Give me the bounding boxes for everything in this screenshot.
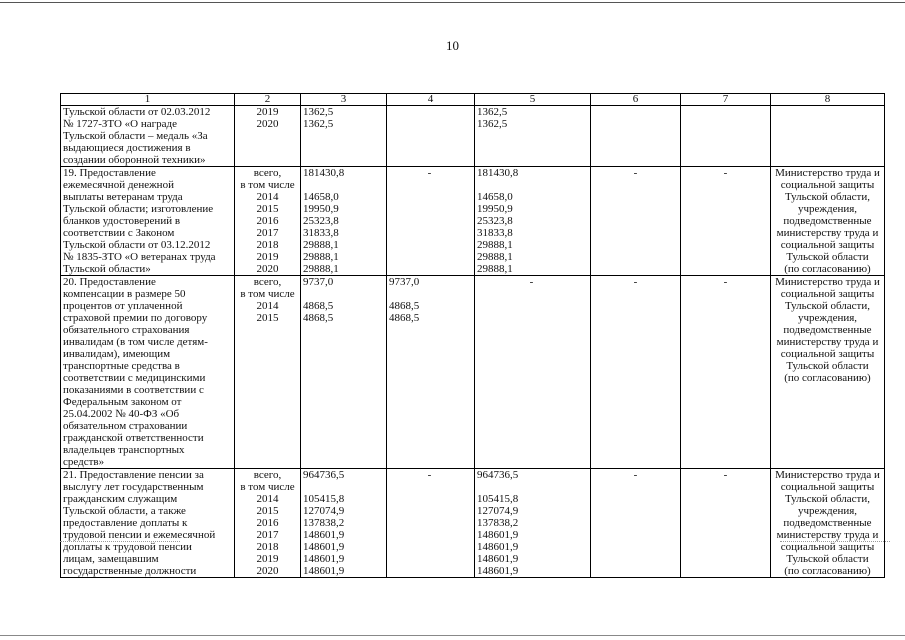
- cell-line: всего,: [253, 469, 282, 481]
- cell-line: 29888,1: [477, 263, 513, 275]
- cell-line: инвалидам), имеющим: [63, 348, 171, 360]
- cell-line: выдающиеся достижения в: [63, 142, 191, 154]
- cell-col-8: [771, 276, 885, 469]
- cell-col-5: [475, 167, 591, 276]
- cell-line: создании оборонной техники»: [63, 154, 206, 166]
- cell-line: 4868,5: [389, 300, 420, 312]
- cell-line: 19950,9: [303, 203, 339, 215]
- cell-line: 2017: [256, 529, 279, 541]
- cell-line: [477, 179, 588, 191]
- cell-line: 127074,9: [303, 505, 345, 517]
- cell-line: всего,: [253, 276, 282, 288]
- cell-line: 19950,9: [477, 203, 513, 215]
- cell-line: 9737,0: [389, 276, 420, 288]
- cell-line: обязательном страховании: [63, 420, 188, 432]
- cell-line: 148601,9: [303, 541, 345, 553]
- cell-col-7: [681, 276, 771, 469]
- cell-col-8: [771, 106, 885, 167]
- cell-line: социальной защиты: [780, 541, 875, 553]
- bottom-border-line: [0, 635, 905, 636]
- cell-line: 2014: [256, 191, 279, 203]
- cell-line: (по согласованию): [784, 372, 871, 384]
- cell-col-4: [387, 106, 475, 167]
- cell-col-6: [591, 106, 681, 167]
- cell-col-7: [681, 106, 771, 167]
- cell-line: 25.04.2002 № 40-ФЗ «Об: [63, 408, 180, 420]
- cell-line: 148601,9: [477, 553, 519, 565]
- cell-line: учреждения,: [797, 312, 858, 324]
- cell-line: 9737,0: [303, 276, 334, 288]
- cell-line: трудовой пенсии и ежемесячной: [63, 529, 216, 541]
- cell-line: 1362,5: [303, 118, 334, 130]
- cell-col-8: [771, 167, 885, 276]
- cell-line: 181430,8: [477, 167, 519, 179]
- cell-line: -: [427, 167, 432, 179]
- cell-line: Тульской области; изготовление: [63, 203, 214, 215]
- cell-line: Тульской области: [786, 553, 869, 565]
- cell-line: 4868,5: [303, 312, 334, 324]
- cell-line: 2014: [256, 300, 279, 312]
- cell-line: Министерство труда и: [775, 276, 880, 288]
- cell-line: 19. Предоставление: [63, 167, 156, 179]
- cell-line: 2018: [256, 541, 279, 553]
- cell-line: министерству труда и: [776, 227, 879, 239]
- cell-line: [303, 179, 384, 191]
- header-col-2: 2: [235, 94, 301, 106]
- cell-line: Министерство труда и: [775, 469, 880, 481]
- cell-line: министерству труда и: [776, 336, 879, 348]
- cell-line: государственные должности: [63, 565, 197, 577]
- cell-line: -: [633, 276, 638, 288]
- cell-col-6: [591, 276, 681, 469]
- cell-line: транспортные средства в: [63, 360, 180, 372]
- page-number: 10: [446, 38, 459, 53]
- cell-line: всего,: [253, 167, 282, 179]
- cell-col-5: [475, 106, 591, 167]
- cell-line: Тульской области – медаль «За: [63, 130, 208, 142]
- cell-line: 2016: [256, 215, 279, 227]
- cell-col-2: [235, 469, 301, 578]
- cell-line: 2019: [256, 553, 279, 565]
- cell-line: 2019: [256, 251, 279, 263]
- cell-line: министерству труда и: [776, 529, 879, 541]
- cell-line: 148601,9: [477, 529, 519, 541]
- cell-line: процентов от уплаченной: [63, 300, 183, 312]
- cell-line: гражданским служащим: [63, 493, 178, 505]
- cell-col-5: [475, 469, 591, 578]
- table-row: [61, 167, 885, 276]
- cell-line: 2015: [256, 203, 279, 215]
- cell-line: 2019: [256, 106, 279, 118]
- cell-line: в том числе: [240, 481, 295, 493]
- header-row: [61, 94, 885, 106]
- top-border-line: [0, 2, 905, 3]
- scan-artifact-line: [780, 541, 890, 542]
- cell-line: Тульской области: [786, 360, 869, 372]
- cell-line: 14658,0: [303, 191, 339, 203]
- cell-line: предоставление доплаты к: [63, 517, 188, 529]
- cell-line: 29888,1: [303, 239, 339, 251]
- header-col-3: 3: [301, 94, 387, 106]
- cell-line: лицам, замещавшим: [63, 553, 159, 565]
- cell-line: 137838,2: [303, 517, 345, 529]
- cell-line: -: [633, 469, 638, 481]
- cell-col-2: [235, 276, 301, 469]
- cell-line: средств»: [63, 456, 105, 468]
- cell-line: компенсации в размере 50: [63, 288, 186, 300]
- cell-line: № 1835-ЗТО «О ветеранах труда: [63, 251, 216, 263]
- cell-line: соответствии с Законом: [63, 227, 175, 239]
- cell-line: (по согласованию): [784, 263, 871, 275]
- cell-line: социальной защиты: [780, 179, 875, 191]
- cell-col-3: [301, 167, 387, 276]
- table-row: [61, 106, 885, 167]
- cell-line: выслугу лет государственным: [63, 481, 204, 493]
- cell-line: 2017: [256, 227, 279, 239]
- cell-line: Тульской области, а также: [63, 505, 186, 517]
- cell-line: в том числе: [240, 288, 295, 300]
- cell-line: социальной защиты: [780, 481, 875, 493]
- cell-line: -: [427, 469, 432, 481]
- cell-line: Тульской области,: [784, 191, 871, 203]
- cell-line: 2018: [256, 239, 279, 251]
- cell-line: [477, 481, 588, 493]
- cell-line: 137838,2: [477, 517, 519, 529]
- header-col-4: 4: [387, 94, 475, 106]
- cell-line: 148601,9: [477, 565, 519, 577]
- cell-line: 1362,5: [477, 118, 508, 130]
- cell-col-1: [61, 106, 235, 167]
- cell-line: -: [723, 469, 728, 481]
- cell-line: 148601,9: [303, 553, 345, 565]
- cell-line: подведомственные: [783, 324, 872, 336]
- cell-line: социальной защиты: [780, 348, 875, 360]
- cell-line: 29888,1: [477, 239, 513, 251]
- cell-line: бланков удостоверений в: [63, 215, 181, 227]
- cell-line: [389, 288, 472, 300]
- cell-line: Тульской области,: [784, 493, 871, 505]
- cell-line: Тульской области от 03.12.2012: [63, 239, 211, 251]
- cell-line: 4868,5: [389, 312, 420, 324]
- header-col-7: 7: [681, 94, 771, 106]
- cell-line: 127074,9: [477, 505, 519, 517]
- cell-line: 25323,8: [303, 215, 339, 227]
- cell-line: 20. Предоставление: [63, 276, 156, 288]
- cell-line: -: [633, 167, 638, 179]
- cell-line: Тульской области от 02.03.2012: [63, 106, 211, 118]
- cell-line: 2020: [256, 118, 279, 130]
- cell-line: доплаты к трудовой пенсии: [63, 541, 192, 553]
- header-col-1: 1: [61, 94, 235, 106]
- cell-line: социальной защиты: [780, 288, 875, 300]
- cell-line: 2020: [256, 263, 279, 275]
- cell-line: 2015: [256, 312, 279, 324]
- cell-line: [683, 106, 768, 118]
- cell-line: инвалидам (в том числе детям-: [63, 336, 208, 348]
- cell-line: 2020: [256, 565, 279, 577]
- cell-line: 21. Предоставление пенсии за: [63, 469, 204, 481]
- cell-line: -: [723, 167, 728, 179]
- budget-table: [60, 93, 885, 578]
- cell-line: 29888,1: [477, 251, 513, 263]
- table-row: [61, 276, 885, 469]
- header-col-8: 8: [771, 94, 885, 106]
- cell-line: Тульской области»: [63, 263, 151, 275]
- cell-col-6: [591, 469, 681, 578]
- cell-col-3: [301, 106, 387, 167]
- cell-line: 31833,8: [477, 227, 513, 239]
- cell-line: подведомственные: [783, 215, 872, 227]
- cell-line: Тульской области: [786, 251, 869, 263]
- cell-col-6: [591, 167, 681, 276]
- cell-col-7: [681, 469, 771, 578]
- cell-line: (по согласованию): [784, 565, 871, 577]
- cell-line: в том числе: [240, 179, 295, 191]
- cell-line: учреждения,: [797, 505, 858, 517]
- cell-col-1: [61, 276, 235, 469]
- cell-col-4: [387, 276, 475, 469]
- cell-line: ежемесячной денежной: [63, 179, 174, 191]
- scan-artifact-line: [60, 541, 180, 542]
- cell-col-3: [301, 276, 387, 469]
- cell-line: 2014: [256, 493, 279, 505]
- cell-line: 148601,9: [477, 541, 519, 553]
- cell-line: 29888,1: [303, 251, 339, 263]
- cell-line: страховой премии по договору: [63, 312, 208, 324]
- cell-line: 148601,9: [303, 565, 345, 577]
- cell-line: 2015: [256, 505, 279, 517]
- cell-col-1: [61, 167, 235, 276]
- cell-line: 964736,5: [303, 469, 345, 481]
- cell-line: Федеральным законом от: [63, 396, 182, 408]
- cell-col-4: [387, 167, 475, 276]
- cell-col-7: [681, 167, 771, 276]
- cell-line: Министерство труда и: [775, 167, 880, 179]
- cell-line: 964736,5: [477, 469, 519, 481]
- cell-line: показаниями в соответствии с: [63, 384, 204, 396]
- cell-line: 2016: [256, 517, 279, 529]
- cell-line: 1362,5: [303, 106, 334, 118]
- cell-line: [593, 106, 678, 118]
- cell-line: 4868,5: [303, 300, 334, 312]
- cell-line: 105415,8: [477, 493, 519, 505]
- table-row: [61, 469, 885, 578]
- cell-line: подведомственные: [783, 517, 872, 529]
- cell-line: гражданской ответственности: [63, 432, 204, 444]
- header-col-5: 5: [475, 94, 591, 106]
- cell-line: 29888,1: [303, 263, 339, 275]
- cell-line: владельцев транспортных: [63, 444, 185, 456]
- cell-line: обязательного страхования: [63, 324, 190, 336]
- cell-line: выплаты ветеранам труда: [63, 191, 183, 203]
- cell-col-2: [235, 106, 301, 167]
- cell-line: -: [723, 276, 728, 288]
- cell-line: [303, 481, 384, 493]
- cell-col-5: [475, 276, 591, 469]
- cell-line: соответствии с медицинскими: [63, 372, 206, 384]
- cell-line: социальной защиты: [780, 239, 875, 251]
- cell-line: 1362,5: [477, 106, 508, 118]
- cell-col-1: [61, 469, 235, 578]
- cell-line: Тульской области,: [784, 300, 871, 312]
- cell-line: 181430,8: [303, 167, 345, 179]
- cell-line: 25323,8: [477, 215, 513, 227]
- header-col-6: 6: [591, 94, 681, 106]
- cell-line: № 1727-ЗТО «О награде: [63, 118, 178, 130]
- cell-col-2: [235, 167, 301, 276]
- cell-line: 148601,9: [303, 529, 345, 541]
- cell-line: учреждения,: [797, 203, 858, 215]
- cell-line: 14658,0: [477, 191, 513, 203]
- cell-line: 105415,8: [303, 493, 345, 505]
- cell-col-8: [771, 469, 885, 578]
- cell-line: [303, 288, 384, 300]
- cell-line: -: [529, 276, 534, 288]
- cell-line: 31833,8: [303, 227, 339, 239]
- cell-col-4: [387, 469, 475, 578]
- cell-col-3: [301, 469, 387, 578]
